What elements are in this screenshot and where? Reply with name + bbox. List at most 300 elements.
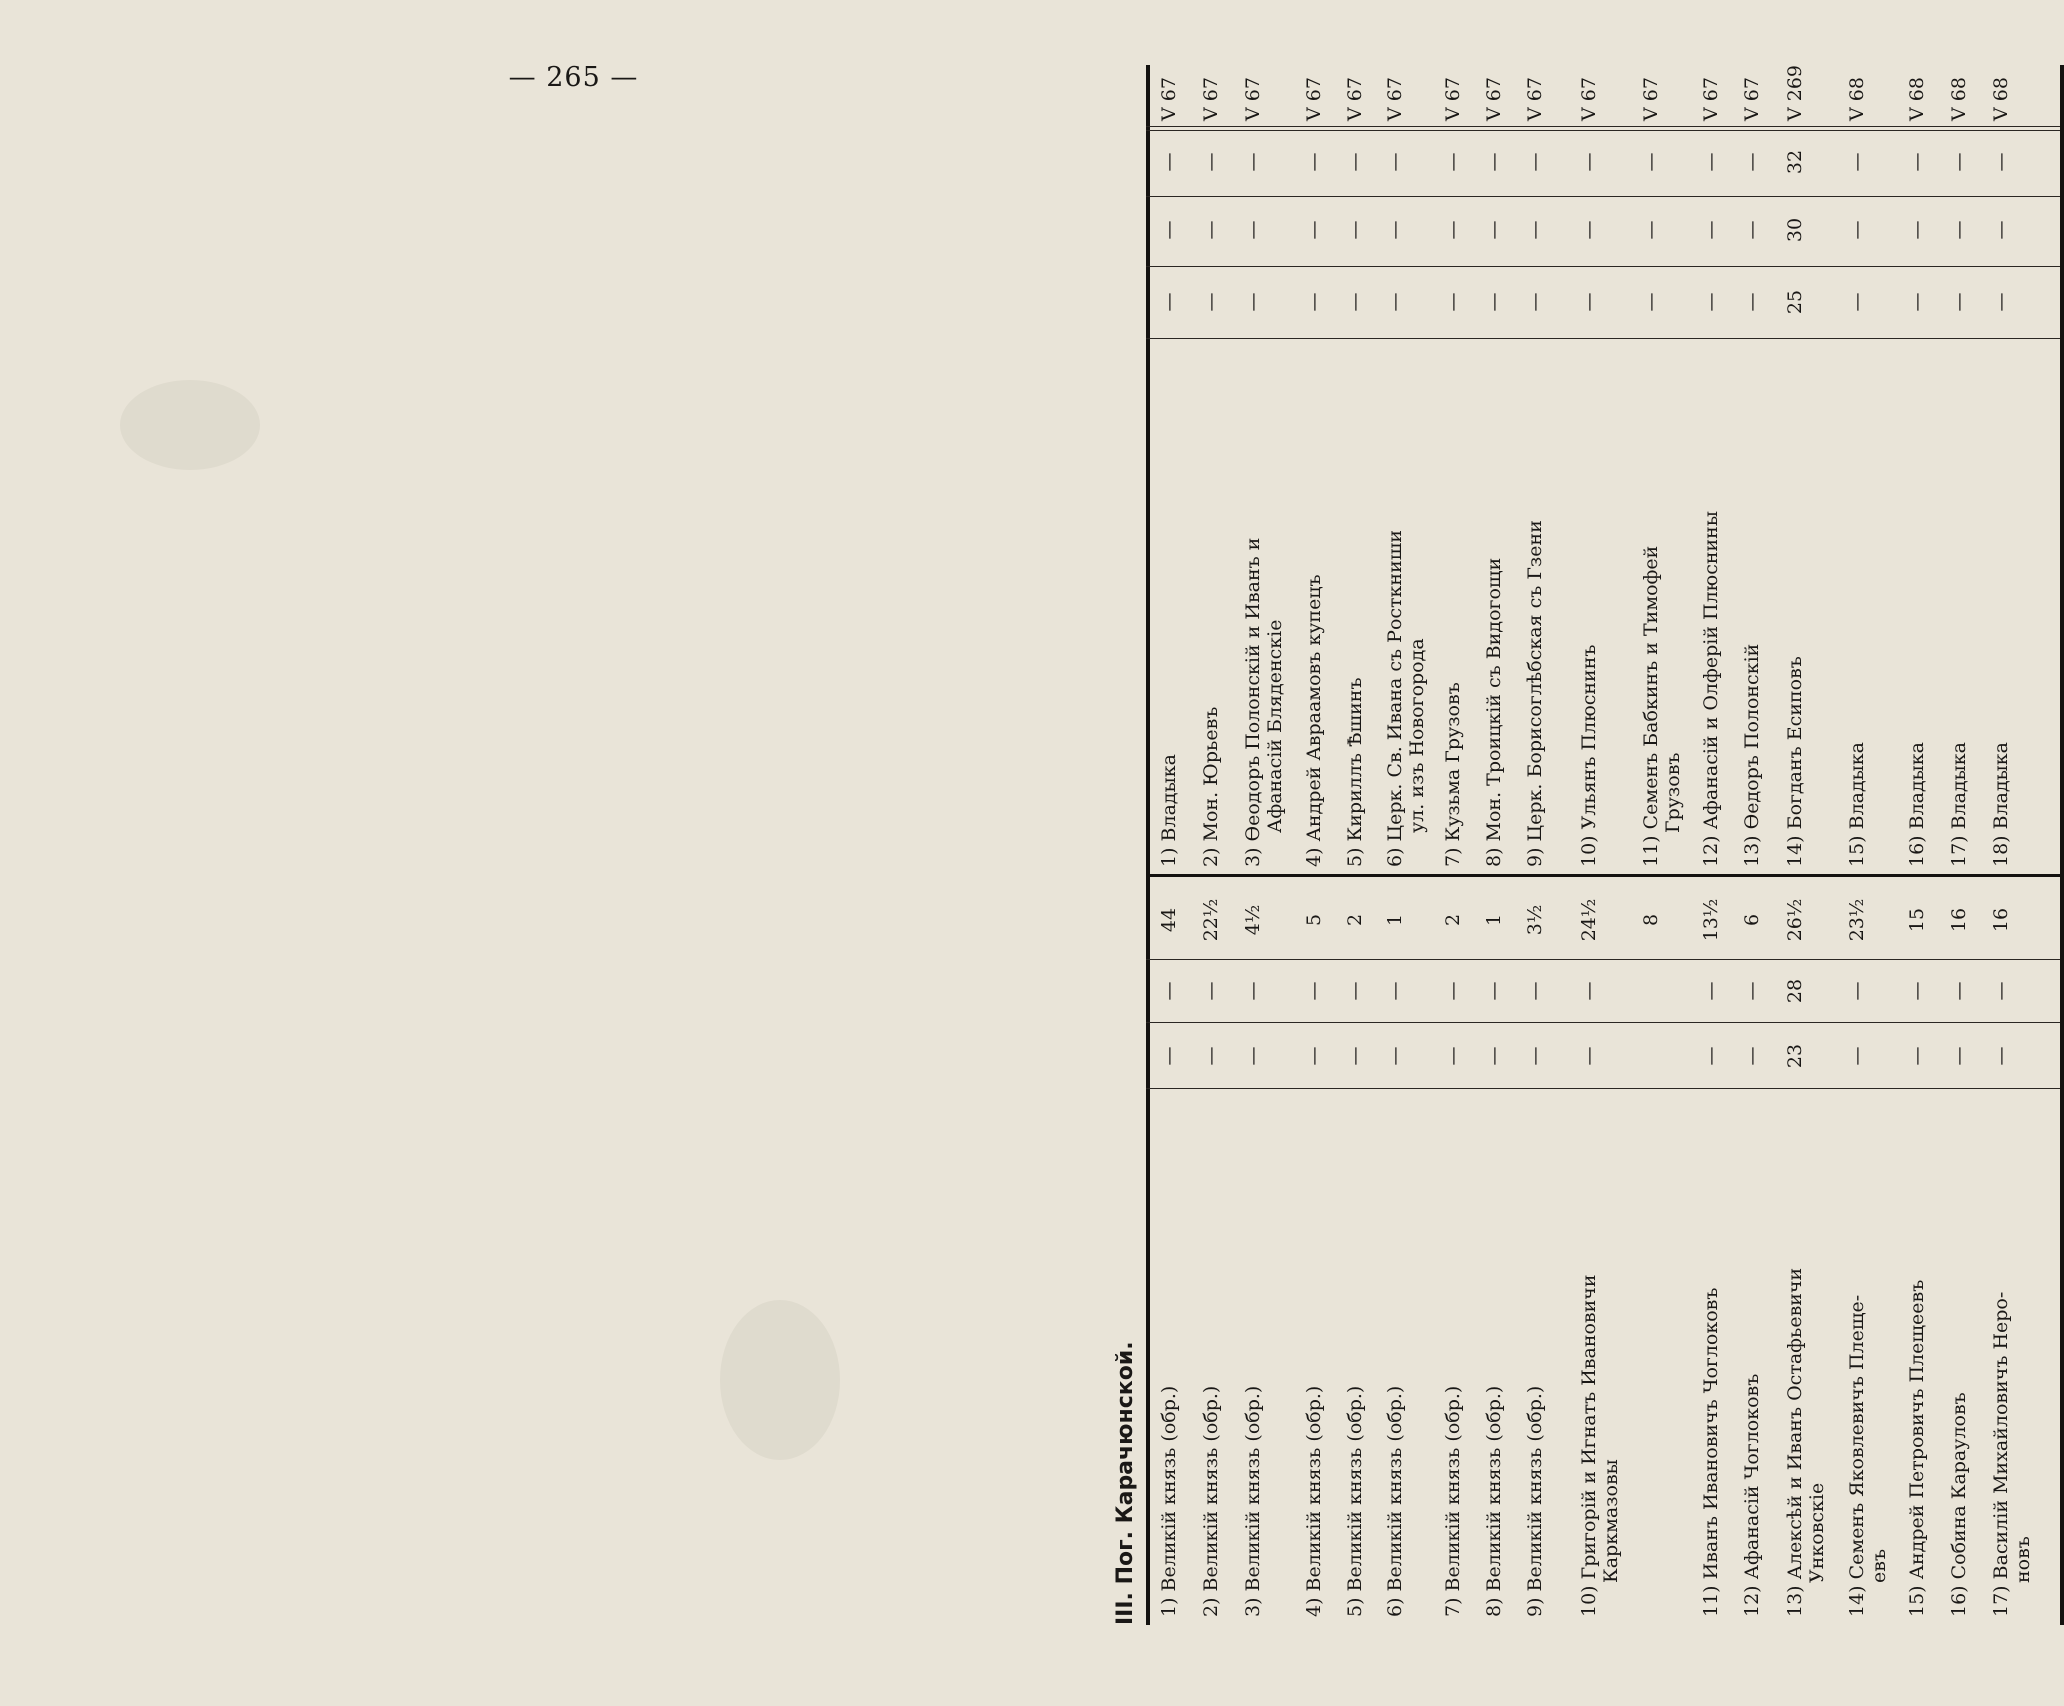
value-col-3-text: 26½ xyxy=(1784,898,1806,942)
value-col-5-text: — xyxy=(1846,220,1868,240)
value-col-2-text: — xyxy=(1906,981,1928,1001)
value-col-5-text: — xyxy=(1158,220,1180,240)
reference-cell xyxy=(1442,63,1464,125)
value-col-1-text: — xyxy=(1846,1046,1868,1066)
value-col-1 xyxy=(1948,1027,1970,1085)
value-col-3-text: 2 xyxy=(1442,913,1464,927)
left-name xyxy=(1200,1097,1222,1617)
reference-cell xyxy=(1906,63,1928,125)
value-col-3 xyxy=(1242,883,1264,957)
left-name xyxy=(1784,1097,1828,1617)
right-name-text: 3) Өеодоръ Полонскій и Иванъ и xyxy=(1242,537,1264,867)
value-col-3-text: 1 xyxy=(1384,913,1406,927)
column-divider xyxy=(1146,338,2060,339)
value-col-6 xyxy=(1242,131,1264,193)
value-col-6-text: — xyxy=(1990,152,2012,172)
value-col-6-text: — xyxy=(1158,152,1180,172)
value-col-1 xyxy=(1741,1027,1763,1085)
value-col-1 xyxy=(1990,1027,2012,1085)
value-col-1-text: — xyxy=(1524,1046,1546,1066)
reference-cell-text: V 67 xyxy=(1242,77,1264,121)
value-col-5-text: — xyxy=(1242,220,1264,240)
right-name xyxy=(1344,347,1366,867)
value-col-1-text: — xyxy=(1741,1046,1763,1066)
value-col-2 xyxy=(1700,962,1722,1020)
right-name xyxy=(1700,347,1722,867)
value-col-6 xyxy=(1846,131,1868,193)
value-col-6 xyxy=(1524,131,1546,193)
value-col-1 xyxy=(1524,1027,1546,1085)
value-col-6-text: — xyxy=(1846,152,1868,172)
value-col-5 xyxy=(1846,197,1868,263)
reference-cell-text: V 68 xyxy=(1846,77,1868,121)
page-number: — 265 — xyxy=(508,62,639,93)
right-name-text: 11) Семенъ Бабкинъ и Тимофей xyxy=(1640,545,1662,867)
value-col-5-text: — xyxy=(1200,220,1222,240)
right-name xyxy=(1200,347,1222,867)
value-col-2 xyxy=(1384,962,1406,1020)
value-col-6 xyxy=(1344,131,1366,193)
value-col-1 xyxy=(1846,1027,1868,1085)
value-col-2-text: — xyxy=(1303,981,1325,1001)
reference-cell-text: V 68 xyxy=(1990,77,2012,121)
value-col-3-text: 23½ xyxy=(1846,898,1868,942)
value-col-2 xyxy=(1200,962,1222,1020)
value-col-1-text: — xyxy=(1200,1046,1222,1066)
reference-cell-text: V 68 xyxy=(1948,77,1970,121)
value-col-6-text: — xyxy=(1741,152,1763,172)
value-col-5 xyxy=(1158,197,1180,263)
right-name xyxy=(1906,347,1928,867)
value-col-5 xyxy=(1242,197,1264,263)
left-name xyxy=(1384,1097,1406,1617)
reference-cell xyxy=(1344,63,1366,125)
column-divider-thick xyxy=(1146,874,2060,877)
left-name-continuation: Каркмазовы xyxy=(1600,1459,1622,1583)
left-name-text: 2) Великій князь (обр.) xyxy=(1200,1385,1222,1617)
value-col-2 xyxy=(1948,962,1970,1020)
right-name xyxy=(1158,347,1180,867)
value-col-3-text: 44 xyxy=(1158,907,1180,933)
value-col-1 xyxy=(1906,1027,1928,1085)
value-col-5-text: — xyxy=(1384,220,1406,240)
value-col-5 xyxy=(1344,197,1366,263)
value-col-6-text: — xyxy=(1344,152,1366,172)
value-col-1-text: — xyxy=(1948,1046,1970,1066)
value-col-4-text: — xyxy=(1442,292,1464,312)
right-name-text: 14) Богданъ Есиповъ xyxy=(1784,656,1806,867)
left-name xyxy=(1524,1097,1546,1617)
right-name xyxy=(1442,347,1464,867)
right-name-continuation: Афанасій Бляденскіе xyxy=(1264,619,1286,833)
value-col-2-text: — xyxy=(1524,981,1546,1001)
reference-cell-text: V 68 xyxy=(1906,77,1928,121)
column-divider xyxy=(1146,959,2060,960)
value-col-4 xyxy=(1442,269,1464,335)
value-col-5 xyxy=(1578,197,1600,263)
value-col-1-text: — xyxy=(1700,1046,1722,1066)
left-name-text: 9) Великій князь (обр.) xyxy=(1524,1385,1546,1617)
left-name-text: 12) Афанасій Чоглоковъ xyxy=(1741,1373,1763,1617)
value-col-5 xyxy=(1200,197,1222,263)
value-col-2-text: — xyxy=(1242,981,1264,1001)
value-col-4 xyxy=(1741,269,1763,335)
left-name xyxy=(1483,1097,1505,1617)
value-col-5-text: — xyxy=(1344,220,1366,240)
left-name-text: 15) Андрей Петровичъ Плещеевъ xyxy=(1906,1279,1928,1617)
value-col-5-text: — xyxy=(1578,220,1600,240)
reference-cell-text: V 67 xyxy=(1303,77,1325,121)
value-col-1 xyxy=(1344,1027,1366,1085)
value-col-4-text: — xyxy=(1344,292,1366,312)
value-col-2-text: 28 xyxy=(1784,978,1806,1004)
value-col-2-text: — xyxy=(1344,981,1366,1001)
reference-cell-text: V 67 xyxy=(1640,77,1662,121)
value-col-1-text: — xyxy=(1483,1046,1505,1066)
left-name xyxy=(1990,1097,2034,1617)
right-name-text: 2) Мон. Юрьевъ xyxy=(1200,706,1222,867)
value-col-1 xyxy=(1158,1027,1180,1085)
value-col-4 xyxy=(1483,269,1505,335)
value-col-6 xyxy=(1200,131,1222,193)
value-col-5 xyxy=(1442,197,1464,263)
column-divider xyxy=(1146,1022,2060,1023)
right-name-continuation: Грузовъ xyxy=(1662,752,1684,833)
column-divider xyxy=(1146,266,2060,267)
value-col-4 xyxy=(1948,269,1970,335)
right-name xyxy=(1303,347,1325,867)
value-col-6 xyxy=(1906,131,1928,193)
value-col-3-text: 15 xyxy=(1906,907,1928,933)
value-col-6 xyxy=(1442,131,1464,193)
reference-cell xyxy=(1784,63,1806,125)
value-col-6-text: — xyxy=(1200,152,1222,172)
right-name-text: 12) Афанасій и Олферій Плюснины xyxy=(1700,511,1722,867)
value-col-4-text: — xyxy=(1578,292,1600,312)
value-col-5 xyxy=(1384,197,1406,263)
left-name-text: 11) Иванъ Ивановичъ Чоглоковъ xyxy=(1700,1287,1722,1617)
value-col-2-text: — xyxy=(1384,981,1406,1001)
value-col-4 xyxy=(1524,269,1546,335)
left-name-text: 13) Алексѣй и Иванъ Остафьевичи xyxy=(1784,1267,1806,1617)
right-name-text: 17) Владыка xyxy=(1948,741,1970,867)
value-col-3-text: 6 xyxy=(1741,913,1763,927)
right-name xyxy=(1784,347,1806,867)
value-col-5-text: — xyxy=(1442,220,1464,240)
value-col-4-text: — xyxy=(1384,292,1406,312)
value-col-2-text: — xyxy=(1948,981,1970,1001)
value-col-6-text: — xyxy=(1906,152,1928,172)
value-col-2-text: — xyxy=(1158,981,1180,1001)
value-col-5-text: — xyxy=(1524,220,1546,240)
value-col-1-text: — xyxy=(1303,1046,1325,1066)
left-name xyxy=(1344,1097,1366,1617)
reference-cell-text: V 67 xyxy=(1442,77,1464,121)
value-col-2-text: — xyxy=(1483,981,1505,1001)
reference-cell-text: V 67 xyxy=(1524,77,1546,121)
value-col-4-text: — xyxy=(1846,292,1868,312)
value-col-2 xyxy=(1158,962,1180,1020)
right-name-text: 13) Өедоръ Полонскій xyxy=(1741,643,1763,867)
value-col-3-text: 5 xyxy=(1303,913,1325,927)
left-name-text: 7) Великій князь (обр.) xyxy=(1442,1385,1464,1617)
value-col-6-text: — xyxy=(1700,152,1722,172)
right-name xyxy=(1640,347,1684,867)
section-title: III. Пог. Карачюнской. xyxy=(1113,1341,1138,1625)
value-col-2-text: — xyxy=(1741,981,1763,1001)
value-col-5 xyxy=(1741,197,1763,263)
value-col-1-text: — xyxy=(1384,1046,1406,1066)
value-col-3 xyxy=(1344,883,1366,957)
value-col-1-text: — xyxy=(1906,1046,1928,1066)
left-name-text: 1) Великій князь (обр.) xyxy=(1158,1385,1180,1617)
value-col-3-text: 2 xyxy=(1344,913,1366,927)
value-col-6 xyxy=(1640,131,1662,193)
value-col-5 xyxy=(1700,197,1722,263)
right-name-text: 9) Церк. Борисоглѣбская съ Гзени xyxy=(1524,520,1546,867)
right-name-text: 4) Андрей Авраамовъ купецъ xyxy=(1303,574,1325,867)
value-col-1 xyxy=(1384,1027,1406,1085)
left-name-text: 17) Василій Михайловичъ Неро- xyxy=(1990,1291,2012,1617)
value-col-4 xyxy=(1990,269,2012,335)
right-name xyxy=(1483,347,1505,867)
value-col-3-text: 22½ xyxy=(1200,898,1222,942)
paper-stain xyxy=(720,1300,840,1460)
value-col-4-text: — xyxy=(1640,292,1662,312)
value-col-1 xyxy=(1784,1027,1806,1085)
right-name-continuation: ул. изъ Новогорода xyxy=(1406,638,1428,833)
right-name-text: 7) Кузьма Грузовъ xyxy=(1442,682,1464,867)
value-col-1-text: — xyxy=(1990,1046,2012,1066)
right-name xyxy=(1242,347,1286,867)
value-col-2 xyxy=(1906,962,1928,1020)
value-col-1-text: 23 xyxy=(1784,1043,1806,1069)
value-col-5 xyxy=(1784,197,1806,263)
value-col-6-text: — xyxy=(1483,152,1505,172)
value-col-2 xyxy=(1524,962,1546,1020)
value-col-3 xyxy=(1784,883,1806,957)
value-col-2-text: — xyxy=(1700,981,1722,1001)
value-col-2-text: — xyxy=(1442,981,1464,1001)
value-col-1 xyxy=(1483,1027,1505,1085)
value-col-4-text: — xyxy=(1990,292,2012,312)
left-name xyxy=(1948,1097,1970,1617)
left-name xyxy=(1442,1097,1464,1617)
value-col-2-text: — xyxy=(1990,981,2012,1001)
value-col-2-text: — xyxy=(1200,981,1222,1001)
left-name xyxy=(1158,1097,1180,1617)
value-col-1 xyxy=(1200,1027,1222,1085)
value-col-1 xyxy=(1700,1027,1722,1085)
value-col-6 xyxy=(1948,131,1970,193)
value-col-3 xyxy=(1640,883,1662,957)
value-col-6 xyxy=(1384,131,1406,193)
value-col-6 xyxy=(1578,131,1600,193)
rotated-table-sheet xyxy=(1108,65,2058,1625)
left-name-text: 6) Великій князь (обр.) xyxy=(1384,1385,1406,1617)
value-col-5-text: — xyxy=(1700,220,1722,240)
value-col-2 xyxy=(1303,962,1325,1020)
value-col-6 xyxy=(1784,131,1806,193)
right-name xyxy=(1578,347,1600,867)
reference-cell-text: V 67 xyxy=(1158,77,1180,121)
value-col-1 xyxy=(1578,1027,1600,1085)
reference-cell xyxy=(1242,63,1264,125)
value-col-5-text: — xyxy=(1640,220,1662,240)
value-col-6 xyxy=(1483,131,1505,193)
value-col-1 xyxy=(1242,1027,1264,1085)
right-name-text: 10) Ульянъ Плюснинъ xyxy=(1578,644,1600,867)
value-col-6 xyxy=(1990,131,2012,193)
value-col-5 xyxy=(1483,197,1505,263)
left-name-text: 5) Великій князь (обр.) xyxy=(1344,1385,1366,1617)
left-name xyxy=(1700,1097,1722,1617)
value-col-3 xyxy=(1483,883,1505,957)
value-col-4-text: — xyxy=(1200,292,1222,312)
value-col-3 xyxy=(1200,883,1222,957)
value-col-4 xyxy=(1846,269,1868,335)
value-col-6-text: — xyxy=(1242,152,1264,172)
left-name-text: 16) Собина Карауловъ xyxy=(1948,1392,1970,1617)
reference-cell-text: V 67 xyxy=(1700,77,1722,121)
reference-cell xyxy=(1700,63,1722,125)
value-col-4-text: — xyxy=(1158,292,1180,312)
value-col-6 xyxy=(1741,131,1763,193)
value-col-5-text: — xyxy=(1303,220,1325,240)
value-col-6-text: 32 xyxy=(1784,149,1806,175)
reference-cell xyxy=(1483,63,1505,125)
value-col-3 xyxy=(1741,883,1763,957)
value-col-1-text: — xyxy=(1442,1046,1464,1066)
left-name-text: 14) Семенъ Яковлевичъ Плеще- xyxy=(1846,1294,1868,1617)
right-name-text: 8) Мон. Троицкій съ Видогощи xyxy=(1483,557,1505,867)
value-col-6-text: — xyxy=(1303,152,1325,172)
paper-stain xyxy=(120,380,260,470)
reference-cell xyxy=(1384,63,1406,125)
value-col-3 xyxy=(1906,883,1928,957)
right-name-text: 5) Кириллъ Ѣшинъ xyxy=(1344,677,1366,867)
value-col-4 xyxy=(1158,269,1180,335)
value-col-4-text: — xyxy=(1524,292,1546,312)
right-name xyxy=(1741,347,1763,867)
value-col-6-text: — xyxy=(1640,152,1662,172)
right-name-text: 18) Владыка xyxy=(1990,741,2012,867)
right-name xyxy=(1846,347,1868,867)
value-col-3 xyxy=(1524,883,1546,957)
reference-cell xyxy=(1158,63,1180,125)
value-col-2 xyxy=(1344,962,1366,1020)
value-col-3-text: 24½ xyxy=(1578,898,1600,942)
value-col-3 xyxy=(1384,883,1406,957)
right-name xyxy=(1990,347,2012,867)
value-col-3 xyxy=(1990,883,2012,957)
value-col-6 xyxy=(1158,131,1180,193)
value-col-3 xyxy=(1303,883,1325,957)
left-name-text: 10) Григорій и Игнатъ Ивановичи xyxy=(1578,1274,1600,1617)
value-col-5 xyxy=(1640,197,1662,263)
value-col-4 xyxy=(1200,269,1222,335)
value-col-5-text: — xyxy=(1741,220,1763,240)
value-col-3-text: 3½ xyxy=(1524,904,1546,936)
value-col-3-text: 16 xyxy=(1990,907,2012,933)
right-name-text: 16) Владыка xyxy=(1906,741,1928,867)
value-col-3-text: 4½ xyxy=(1242,904,1264,936)
value-col-3-text: 8 xyxy=(1640,913,1662,927)
value-col-3 xyxy=(1948,883,1970,957)
value-col-4-text: — xyxy=(1906,292,1928,312)
right-name xyxy=(1384,347,1428,867)
value-col-5-text: — xyxy=(1990,220,2012,240)
right-name xyxy=(1948,347,1970,867)
value-col-2 xyxy=(1242,962,1264,1020)
value-col-1 xyxy=(1303,1027,1325,1085)
left-name xyxy=(1578,1097,1622,1617)
column-divider-double xyxy=(1146,126,2060,127)
value-col-3-text: 16 xyxy=(1948,907,1970,933)
value-col-4-text: — xyxy=(1483,292,1505,312)
value-col-2 xyxy=(1578,962,1600,1020)
value-col-4-text: 25 xyxy=(1784,289,1806,315)
value-col-2-text: — xyxy=(1846,981,1868,1001)
left-name xyxy=(1303,1097,1325,1617)
value-col-4 xyxy=(1578,269,1600,335)
reference-cell-text: V 67 xyxy=(1344,77,1366,121)
right-name-text: 15) Владыка xyxy=(1846,741,1868,867)
left-name-text: 4) Великій князь (обр.) xyxy=(1303,1385,1325,1617)
reference-cell xyxy=(1303,63,1325,125)
right-name-text: 6) Церк. Св. Ивана съ Росткниши xyxy=(1384,529,1406,867)
value-col-2 xyxy=(1442,962,1464,1020)
value-col-3 xyxy=(1846,883,1868,957)
reference-cell xyxy=(1578,63,1600,125)
reference-cell xyxy=(1200,63,1222,125)
value-col-4 xyxy=(1242,269,1264,335)
left-name xyxy=(1906,1097,1928,1617)
value-col-5 xyxy=(1303,197,1325,263)
value-col-6 xyxy=(1700,131,1722,193)
value-col-2 xyxy=(1784,962,1806,1020)
value-col-2 xyxy=(1846,962,1868,1020)
value-col-4 xyxy=(1303,269,1325,335)
value-col-1-text: — xyxy=(1242,1046,1264,1066)
reference-cell xyxy=(1948,63,1970,125)
value-col-4 xyxy=(1784,269,1806,335)
value-col-4 xyxy=(1640,269,1662,335)
value-col-6-text: — xyxy=(1524,152,1546,172)
reference-cell xyxy=(1990,63,2012,125)
value-col-5-text: — xyxy=(1906,220,1928,240)
value-col-6-text: — xyxy=(1384,152,1406,172)
value-col-2 xyxy=(1483,962,1505,1020)
value-col-5-text: 30 xyxy=(1784,217,1806,243)
value-col-3 xyxy=(1578,883,1600,957)
right-name-text: 1) Владыка xyxy=(1158,754,1180,867)
value-col-2-text: — xyxy=(1578,981,1600,1001)
reference-cell-text: V 67 xyxy=(1200,77,1222,121)
reference-cell-text: V 67 xyxy=(1741,77,1763,121)
reference-cell-text: V 67 xyxy=(1578,77,1600,121)
value-col-1-text: — xyxy=(1158,1046,1180,1066)
left-name-text: 3) Великій князь (обр.) xyxy=(1242,1385,1264,1617)
value-col-6 xyxy=(1303,131,1325,193)
value-col-1-text: — xyxy=(1344,1046,1366,1066)
left-name xyxy=(1741,1097,1763,1617)
right-name xyxy=(1524,347,1546,867)
value-col-1-text: — xyxy=(1578,1046,1600,1066)
value-col-4-text: — xyxy=(1741,292,1763,312)
value-col-2 xyxy=(1741,962,1763,1020)
left-name-continuation: Унковскіе xyxy=(1806,1482,1828,1583)
